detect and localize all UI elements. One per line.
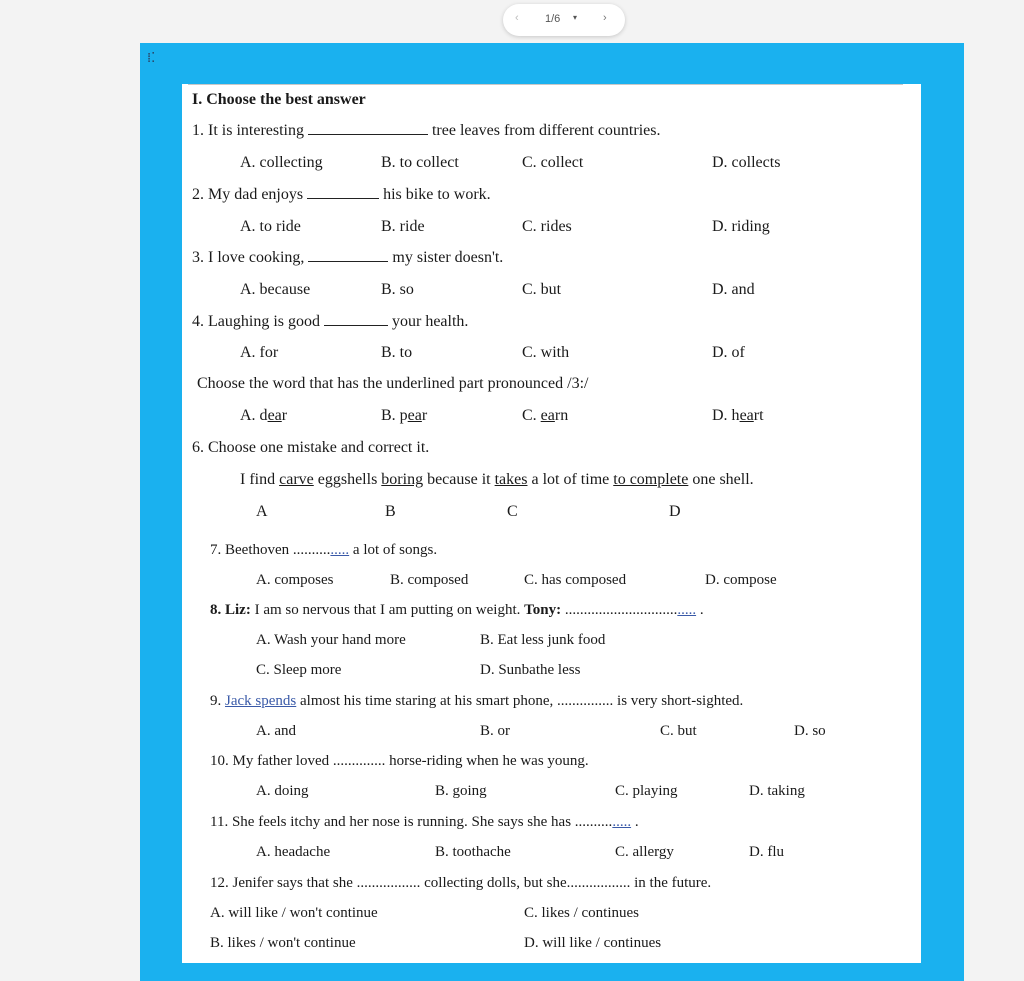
question-2-stem: 2. My dad enjoys his bike to work. — [192, 186, 491, 203]
q12-option-d: D. will like / continues — [524, 935, 662, 951]
q12-option-c: C. likes / continues — [524, 905, 639, 921]
q6-letter-a: A — [256, 503, 268, 520]
section-title: I. Choose the best answer — [192, 91, 366, 108]
question-6-stem: 6. Choose one mistake and correct it. — [192, 439, 430, 456]
q6-letter-b: B — [385, 503, 396, 520]
q4-option-d: D. of — [712, 344, 745, 361]
q6-letter-c: C — [507, 503, 518, 520]
q5-option-b: B. pear — [381, 407, 428, 424]
q9-option-b: B. or — [480, 723, 510, 739]
q9-option-a: A. and — [256, 723, 296, 739]
answer-blank — [324, 312, 388, 326]
question-9-stem: 9. Jack spends almost his time staring at his smart phone, ............... is very short-sighted. — [210, 693, 744, 709]
q5-option-a: A. dear — [240, 407, 288, 424]
q7-option-a: A. composes — [256, 572, 334, 588]
question-5-stem: Choose the word that has the underlined part pronounced /3:/ — [197, 375, 589, 392]
q6-sentence: I find carve eggshells boring because it takes a lot of time to complete one shell. — [240, 471, 754, 488]
question-11-stem: 11. She feels itchy and her nose is running. She says she has ............... . — [210, 814, 639, 830]
q1-option-c: C. collect — [522, 154, 584, 171]
page-navigator — [503, 4, 625, 36]
question-3-stem: 3. I love cooking, my sister doesn't. — [192, 249, 504, 266]
frame-marker-icon: ⁞⁚ — [147, 51, 156, 66]
question-10-stem: 10. My father loved .............. horse-riding when he was young. — [210, 753, 589, 769]
q10-option-b: B. going — [435, 783, 487, 799]
q11-option-d: D. flu — [749, 844, 784, 860]
q1-option-a: A. collecting — [240, 154, 323, 171]
q4-option-b: B. to — [381, 344, 413, 361]
q4-option-a: A. for — [240, 344, 279, 361]
q10-option-c: C. playing — [615, 783, 678, 799]
answer-blank — [308, 248, 388, 262]
q8-option-c: C. Sleep more — [256, 662, 342, 678]
page-indicator: 1/6 — [545, 13, 561, 25]
q7-option-c: C. has composed — [524, 572, 627, 588]
q3-option-d: D. and — [712, 281, 755, 298]
q2-option-b: B. ride — [381, 218, 425, 235]
q2-option-d: D. riding — [712, 218, 770, 235]
worksheet-page — [182, 84, 921, 963]
q1-option-b: B. to collect — [381, 154, 459, 171]
q12-option-b: B. likes / won't continue — [210, 935, 356, 951]
q9-option-c: C. but — [660, 723, 697, 739]
q8-option-b: B. Eat less junk food — [480, 632, 606, 648]
q3-option-b: B. so — [381, 281, 414, 298]
q5-option-d: D. heart — [712, 407, 764, 424]
answer-blank — [308, 121, 428, 135]
q8-option-a: A. Wash your hand more — [256, 632, 406, 648]
question-7-stem: 7. Beethoven ............... a lot of songs. — [210, 542, 438, 558]
q11-option-a: A. headache — [256, 844, 331, 860]
q11-option-b: B. toothache — [435, 844, 511, 860]
previous-page-icon[interactable]: ‹ — [515, 12, 519, 24]
top-rule — [188, 84, 903, 85]
q9-option-d: D. so — [794, 723, 826, 739]
q4-option-c: C. with — [522, 344, 570, 361]
q7-option-d: D. compose — [705, 572, 777, 588]
q11-option-c: C. allergy — [615, 844, 674, 860]
q3-option-a: A. because — [240, 281, 311, 298]
q10-option-a: A. doing — [256, 783, 309, 799]
q7-option-b: B. composed — [390, 572, 469, 588]
page-dropdown-icon[interactable]: ▾ — [573, 13, 578, 22]
q2-option-a: A. to ride — [240, 218, 301, 235]
q5-option-c: C. earn — [522, 407, 569, 424]
q1-option-d: D. collects — [712, 154, 781, 171]
q10-option-d: D. taking — [749, 783, 805, 799]
q2-option-c: C. rides — [522, 218, 572, 235]
q8-option-d: D. Sunbathe less — [480, 662, 581, 678]
question-8-stem: 8. Liz: I am so nervous that I am putting on weight. Tony: ................................... . — [210, 602, 704, 618]
question-1-stem: 1. It is interesting tree leaves from different countries. — [192, 122, 661, 139]
q6-letter-d: D — [669, 503, 681, 520]
answer-blank — [307, 185, 379, 199]
next-page-icon[interactable]: › — [603, 12, 607, 24]
question-12-stem: 12. Jenifer says that she ................. collecting dolls, but she................. in the future. — [210, 875, 712, 891]
q12-option-a: A. will like / won't continue — [210, 905, 378, 921]
question-4-stem: 4. Laughing is good your health. — [192, 313, 469, 330]
q3-option-c: C. but — [522, 281, 562, 298]
